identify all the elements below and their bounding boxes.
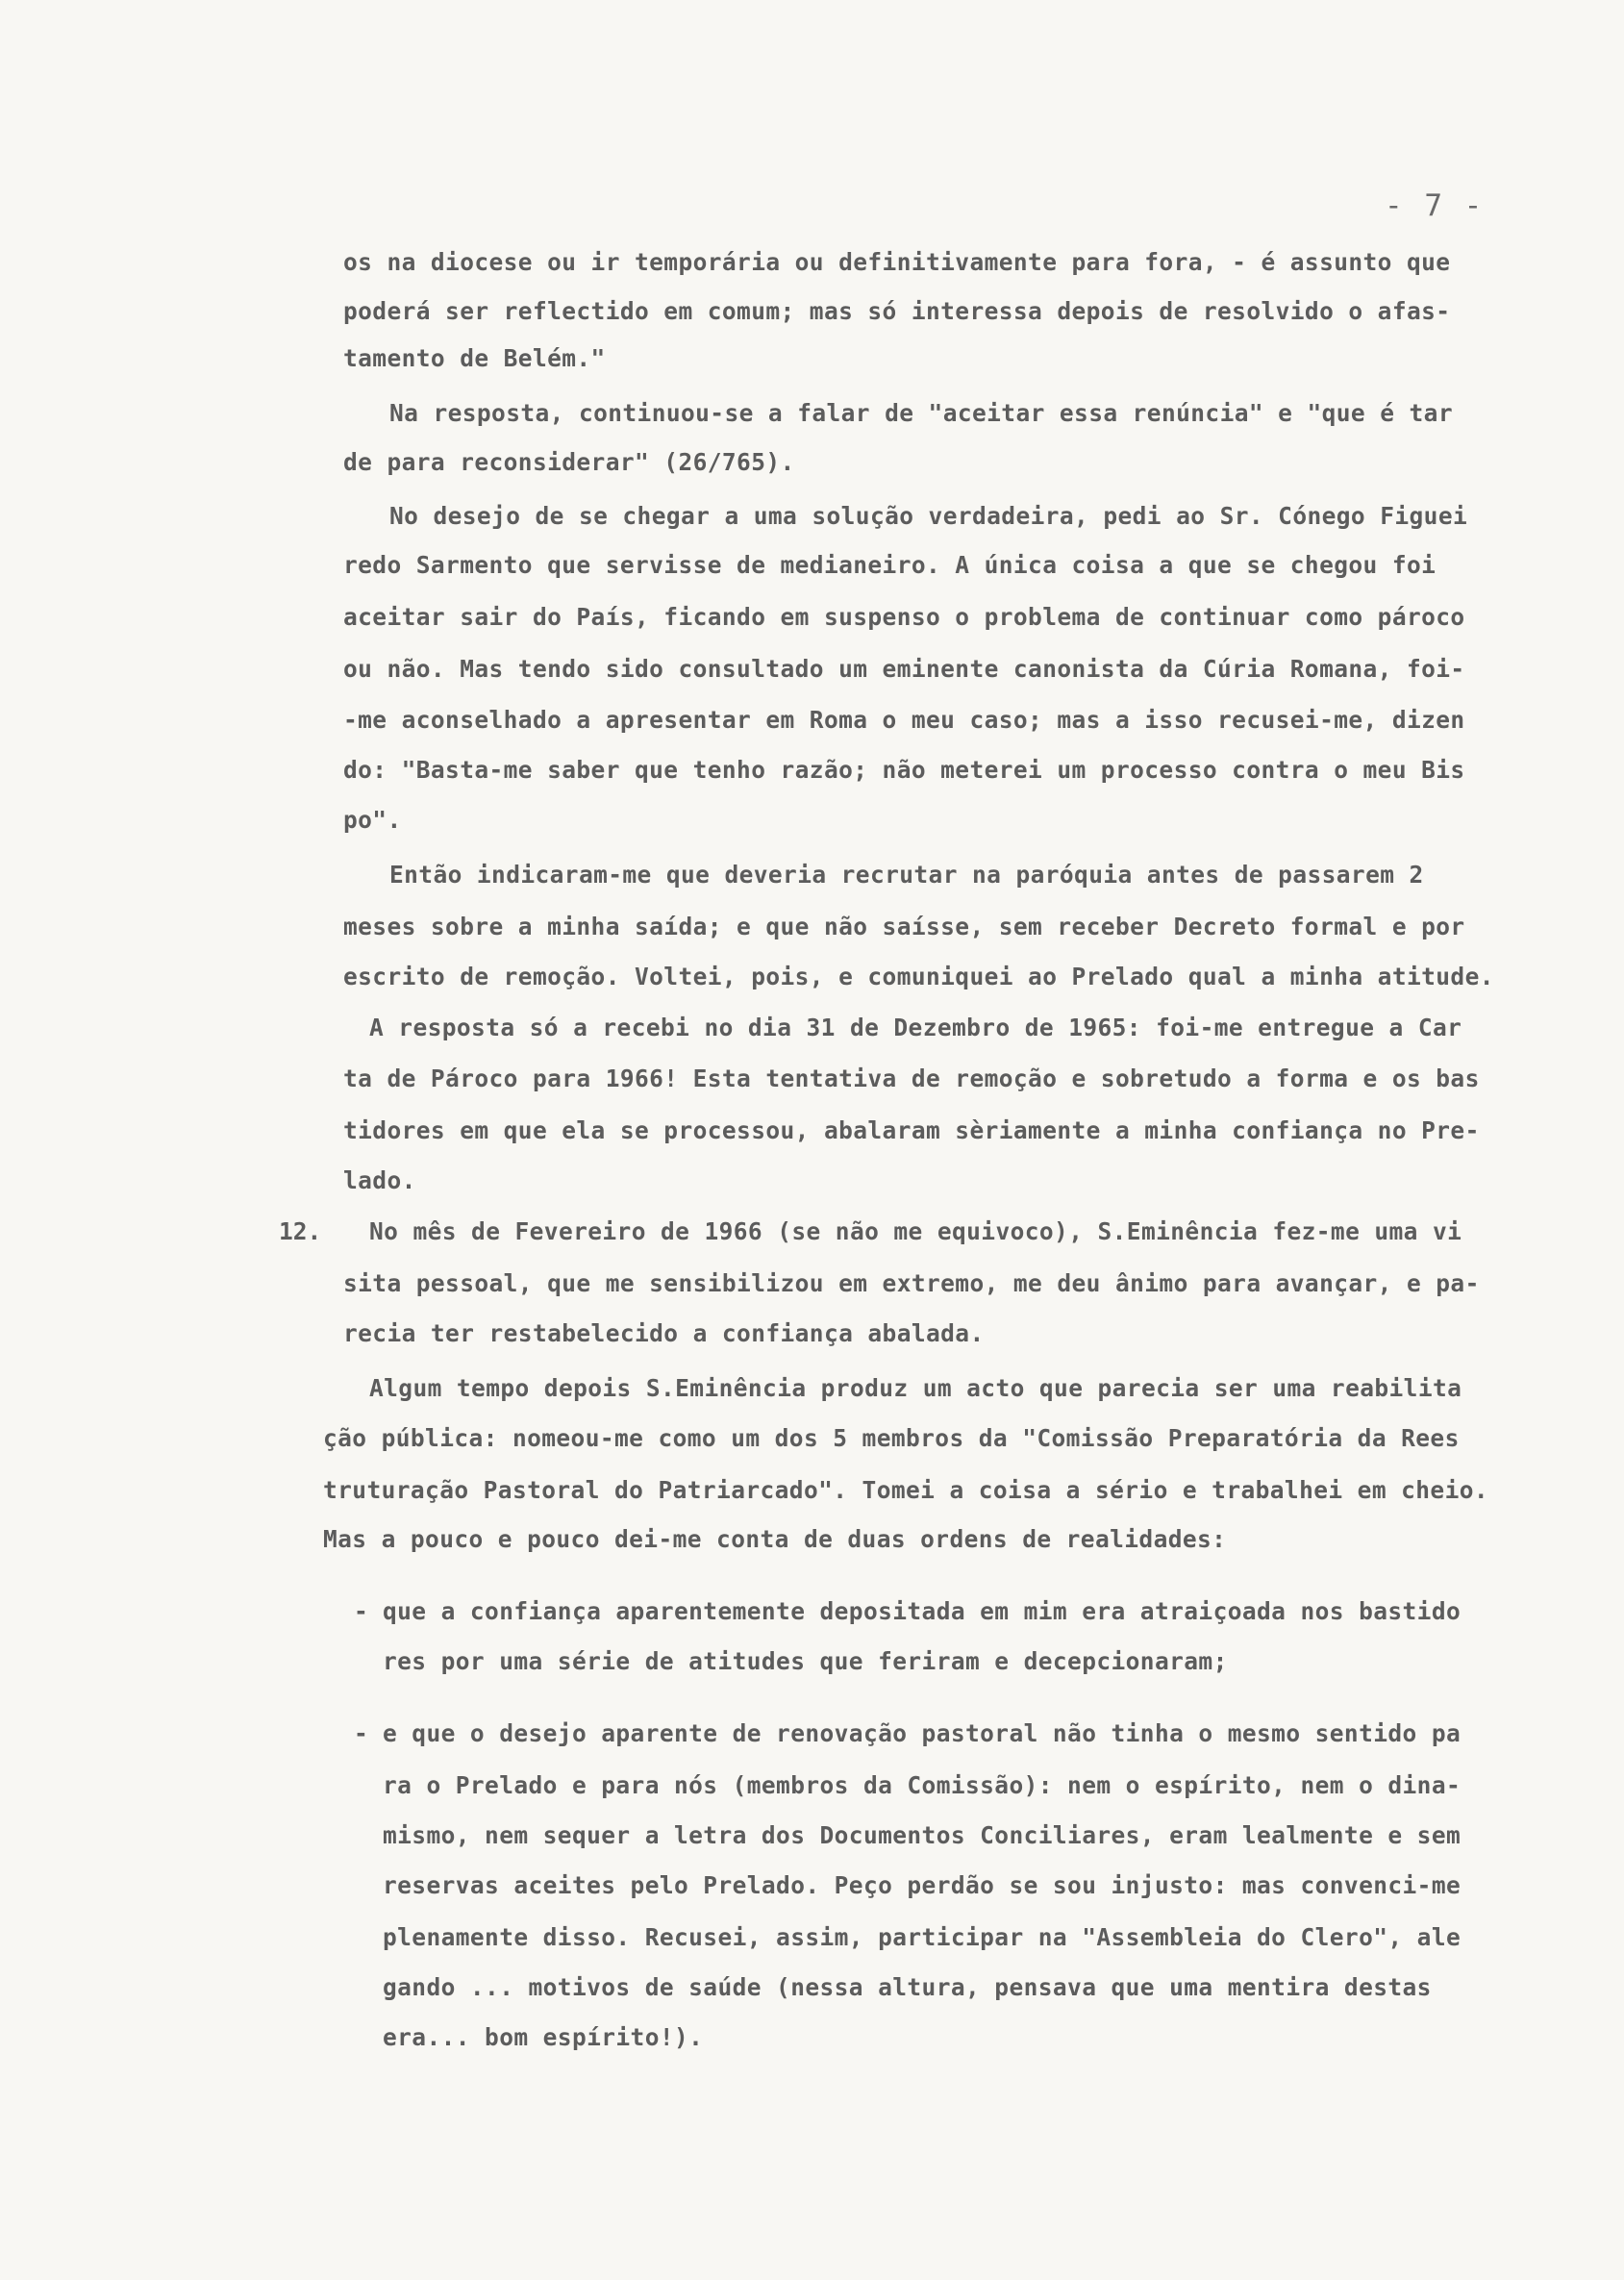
text-line: tamento de Belém." [343,344,606,372]
text-line: -me aconselhado a apresentar em Roma o meu caso; mas a isso recusei-me, dizen [343,706,1465,734]
text-line: ção pública: nomeou-me como um dos 5 membros da "Comissão Preparatória da Rees [323,1424,1460,1452]
text-line: plenamente disso. Recusei, assim, participar na "Assembleia do Clero", ale [383,1923,1462,1951]
text-line: escrito de remoção. Voltei, pois, e comuniquei ao Prelado qual a minha atitude. [343,963,1494,990]
text-line: lado. [343,1166,416,1194]
text-line: do: "Basta-me saber que tenho razão; não meterei um processo contra o meu Bis [343,756,1465,784]
text-line: meses sobre a minha saída; e que não saísse, sem receber Decreto formal e por [343,913,1465,940]
text-line: ta de Pároco para 1966! Esta tentativa de remoção e sobretudo a forma e os bas [343,1065,1480,1092]
text-line: Mas a pouco e pouco dei-me conta de duas ordens de realidades: [323,1525,1227,1553]
text-line: res por uma série de atitudes que feriram e decepcionaram; [383,1647,1228,1675]
paragraph-number: 12. [279,1217,322,1245]
text-line: que a confiança aparentemente depositada em mim era atraiçoada nos bastido [383,1597,1462,1625]
text-line: po". [343,806,402,834]
text-line: Então indicaram-me que deveria recrutar na paróquia antes de passarem 2 [389,861,1424,889]
text-line: redo Sarmento que servisse de medianeiro. A única coisa a que se chegou foi [343,551,1437,579]
text-line: ra o Prelado e para nós (membros da Comissão): nem o espírito, nem o dina- [383,1771,1462,1799]
text-line: era... bom espírito!). [383,2023,704,2051]
text-line: truturação Pastoral do Patriarcado". Tomei a coisa a sério e trabalhei em cheio. [323,1476,1489,1504]
text-line: aceitar sair do País, ficando em suspenso o problema de continuar como pároco [343,603,1465,631]
text-line: No mês de Fevereiro de 1966 (se não me equivoco), S.Eminência fez-me uma vi [369,1217,1462,1245]
text-line: sita pessoal, que me sensibilizou em extremo, me deu ânimo para avançar, e pa- [343,1269,1480,1297]
text-line: gando ... motivos de saúde (nessa altura, pensava que uma mentira destas [383,1973,1432,2001]
text-line: recia ter restabelecido a confiança abalada. [343,1319,985,1347]
text-line: reservas aceites pelo Prelado. Peço perdão se sou injusto: mas convenci-me [383,1871,1462,1899]
text-line: ou não. Mas tendo sido consultado um eminente canonista da Cúria Romana, foi- [343,655,1465,683]
text-line: tidores em que ela se processou, abalaram sèriamente a minha confiança no Pre- [343,1116,1480,1144]
bullet-dash: - [354,1719,368,1747]
text-line: poderá ser reflectido em comum; mas só interessa depois de resolvido o afas- [343,297,1451,325]
bullet-dash: - [354,1597,368,1625]
text-line: Algum tempo depois S.Eminência produz um acto que parecia ser uma reabilita [369,1374,1462,1402]
text-line: e que o desejo aparente de renovação pastoral não tinha o mesmo sentido pa [383,1719,1462,1747]
text-line: No desejo de se chegar a uma solução verdadeira, pedi ao Sr. Cónego Figuei [389,502,1468,530]
text-line: Na resposta, continuou-se a falar de "aceitar essa renúncia" e "que é tar [389,399,1453,427]
text-line: de para reconsiderar" (26/765). [343,448,795,476]
page-number: - 7 - [1385,188,1485,223]
text-line: os na diocese ou ir temporária ou definitivamente para fora, - é assunto que [343,248,1451,276]
text-line: A resposta só a recebi no dia 31 de Dezembro de 1965: foi-me entregue a Car [369,1014,1462,1041]
text-line: mismo, nem sequer a letra dos Documentos Conciliares, eram lealmente e sem [383,1821,1462,1849]
